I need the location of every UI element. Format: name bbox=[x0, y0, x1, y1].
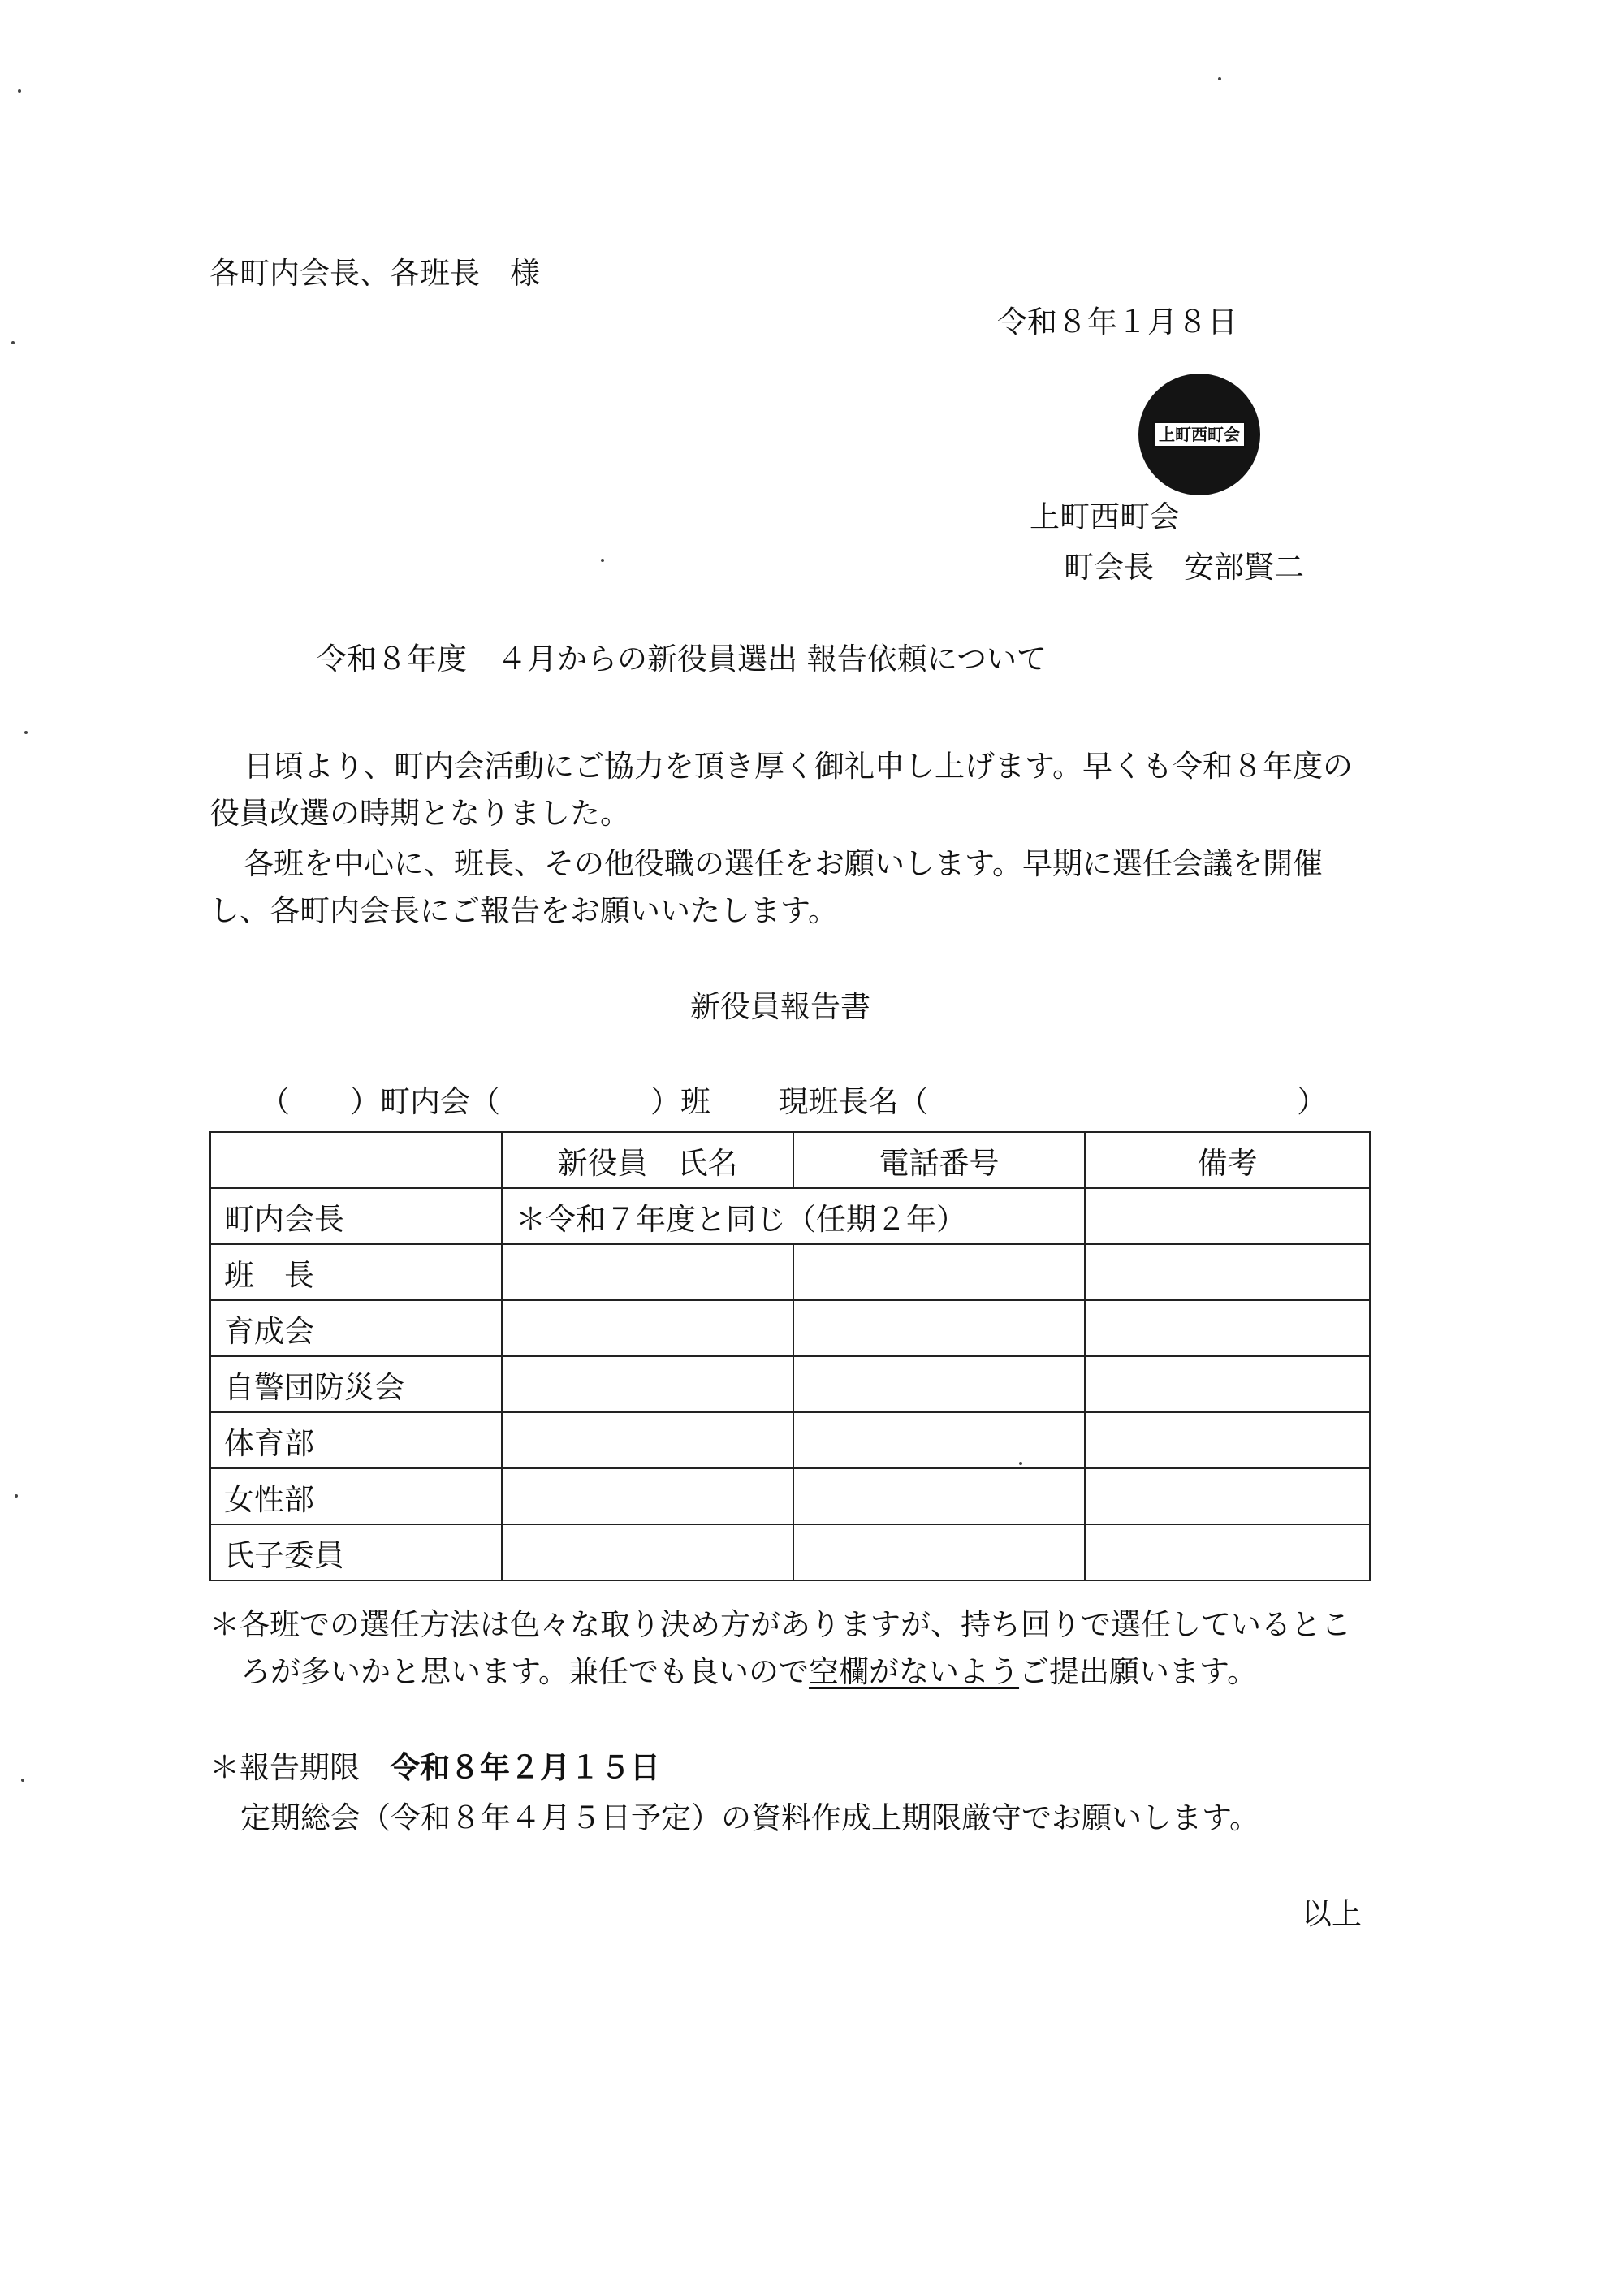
phone-cell bbox=[793, 1524, 1085, 1580]
role-cell: 町内会長 bbox=[210, 1188, 502, 1244]
remarks-cell bbox=[1085, 1412, 1370, 1468]
table-row bbox=[210, 1356, 1370, 1412]
document-subject: 令和８年度 ４月からの新役員選出 報告依頼について bbox=[317, 642, 1047, 676]
organization-seal bbox=[1138, 374, 1260, 495]
note-general-meeting: 定期総会（令和８年４月５日予定）の資料作成上期限厳守でお願いします。 bbox=[240, 1800, 1260, 1835]
note-cell: ＊令和７年度と同じ（任期２年） bbox=[502, 1188, 1085, 1244]
table-row bbox=[210, 1244, 1370, 1300]
remarks-cell bbox=[1085, 1356, 1370, 1412]
addressee: 各町内会長、各班長 様 bbox=[209, 256, 540, 291]
phone-cell bbox=[793, 1244, 1085, 1300]
scan-speck bbox=[1019, 1462, 1022, 1465]
table-header-role bbox=[210, 1132, 502, 1188]
scan-speck bbox=[601, 559, 604, 562]
scan-speck bbox=[15, 1494, 18, 1498]
note-deadline bbox=[209, 1744, 1379, 1791]
paragraph-greeting: 日頃より、町内会活動にご協力を頂き厚く御礼申し上げます。早くも令和８年度の役員改選の時期となりました。 bbox=[209, 749, 1354, 831]
form-title: 新役員報告書 bbox=[690, 989, 870, 1024]
remarks-cell bbox=[1085, 1468, 1370, 1524]
role-cell: 自警団防災会 bbox=[210, 1356, 502, 1412]
note-selection-text: ＊各班での選任方法は色々な取り決め方がありますが、持ち回りで選任しているところが多いかと思います。兼任でも良いので bbox=[209, 1607, 1351, 1689]
roster-table bbox=[209, 1131, 1371, 1581]
scan-speck bbox=[11, 341, 15, 344]
phone-cell bbox=[793, 1356, 1085, 1412]
scan-speck bbox=[18, 89, 21, 93]
table-row bbox=[210, 1188, 1370, 1244]
phone-cell bbox=[793, 1300, 1085, 1356]
name-cell bbox=[502, 1468, 793, 1524]
closing-word: 以上 bbox=[1302, 1896, 1362, 1931]
sender-organization: 上町西町会 bbox=[1030, 499, 1180, 534]
table-row bbox=[210, 1300, 1370, 1356]
role-cell: 女性部 bbox=[210, 1468, 502, 1524]
remarks-cell bbox=[1085, 1244, 1370, 1300]
remarks-cell bbox=[1085, 1188, 1370, 1244]
table-header-remarks: 備考 bbox=[1085, 1132, 1370, 1188]
scan-speck bbox=[21, 1779, 24, 1782]
form-header-close: ） bbox=[1297, 1084, 1328, 1119]
name-cell bbox=[502, 1300, 793, 1356]
name-cell bbox=[502, 1524, 793, 1580]
form-header-current-leader: 現班長名（ bbox=[778, 1084, 929, 1119]
name-cell bbox=[502, 1244, 793, 1300]
phone-cell bbox=[793, 1468, 1085, 1524]
issue-date: 令和８年１月８日 bbox=[997, 305, 1237, 339]
note-selection-method bbox=[209, 1601, 1379, 1696]
role-cell: 育成会 bbox=[210, 1300, 502, 1356]
form-header bbox=[260, 1084, 1327, 1120]
role-cell: 班 長 bbox=[210, 1244, 502, 1300]
table-row bbox=[210, 1468, 1370, 1524]
role-cell: 氏子委員 bbox=[210, 1524, 502, 1580]
table-header-name: 新役員 氏名 bbox=[502, 1132, 793, 1188]
scan-speck bbox=[1218, 77, 1221, 80]
table-header-phone: 電話番号 bbox=[793, 1132, 1085, 1188]
name-cell bbox=[502, 1356, 793, 1412]
paragraph-request: 各班を中心に、班長、その他役職の選任をお願いします。早期に選任会議を開催し、各町内会長にご報告をお願いいたします。 bbox=[209, 846, 1324, 928]
form-header-district: （ ）町内会（ ）班 bbox=[260, 1084, 710, 1119]
note-emphasis: 空欄がないよう bbox=[809, 1654, 1020, 1689]
note-selection-end: ご提出願います。 bbox=[1019, 1654, 1258, 1689]
sender-name: 町会長 安部賢二 bbox=[1064, 550, 1304, 585]
name-cell bbox=[502, 1412, 793, 1468]
remarks-cell bbox=[1085, 1524, 1370, 1580]
phone-cell bbox=[793, 1412, 1085, 1468]
table-row bbox=[210, 1524, 1370, 1580]
deadline-date: 令和８年２月１５日 bbox=[390, 1750, 660, 1785]
deadline-label: ＊報告期限 bbox=[209, 1750, 390, 1785]
table-row bbox=[210, 1412, 1370, 1468]
seal-label: 上町西町会 bbox=[1152, 421, 1246, 448]
table-header-row bbox=[210, 1132, 1370, 1188]
scan-speck bbox=[24, 731, 28, 734]
remarks-cell bbox=[1085, 1300, 1370, 1356]
role-cell: 体育部 bbox=[210, 1412, 502, 1468]
